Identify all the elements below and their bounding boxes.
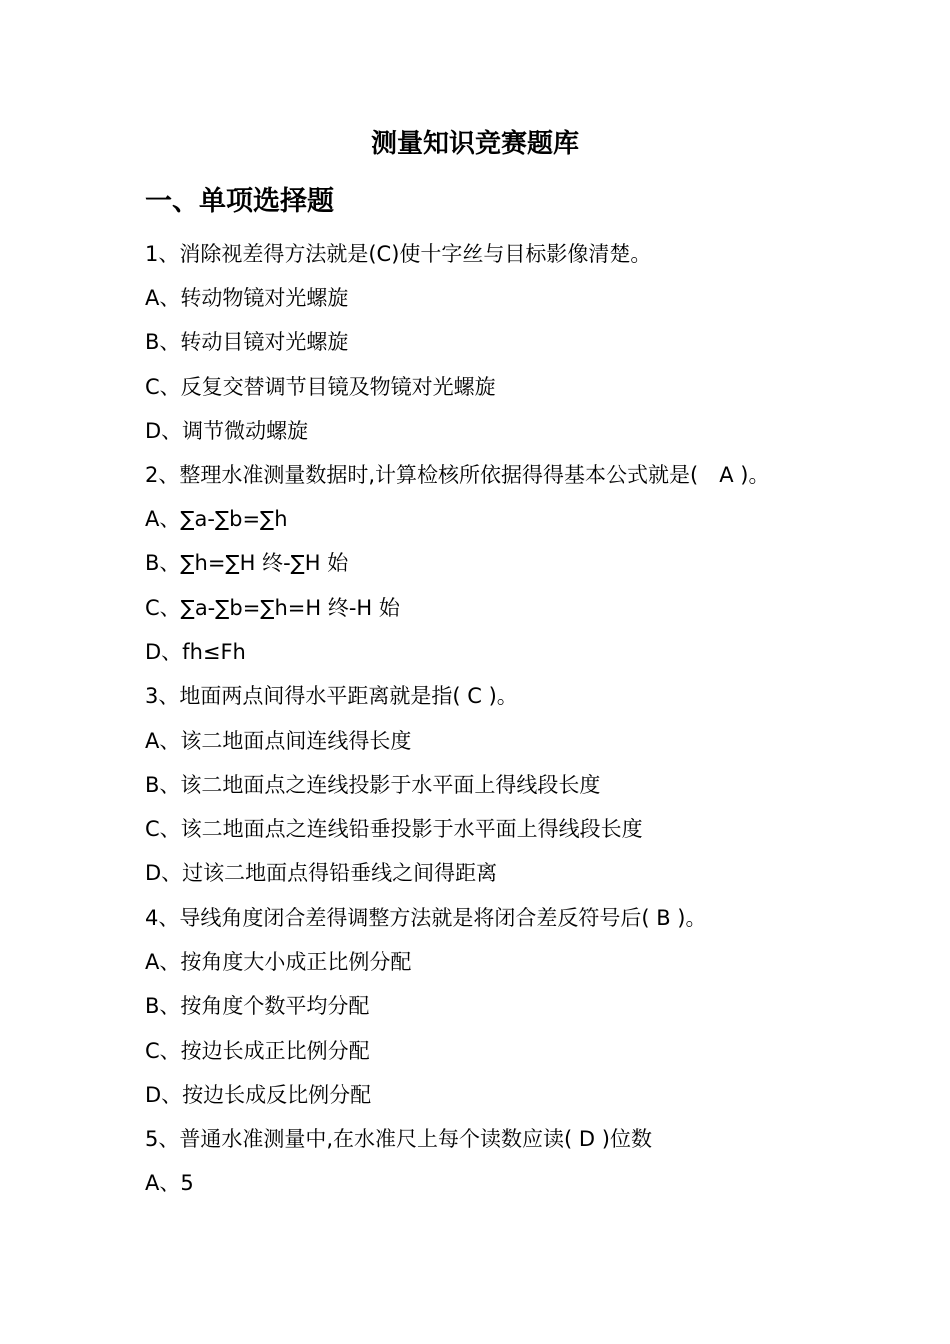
option-3c: C、该二地面点之连线铅垂投影于水平面上得线段长度 [145, 817, 643, 841]
option-1b: B、转动目镜对光螺旋 [145, 330, 349, 354]
option-3b: B、该二地面点之连线投影于水平面上得线段长度 [145, 773, 601, 797]
option-1a: A、转动物镜对光螺旋 [145, 286, 349, 310]
section-heading: 一、单项选择题 [145, 186, 334, 217]
question-1: 1、消除视差得方法就是(C)使十字丝与目标影像清楚。 [145, 242, 652, 266]
question-4: 4、导线角度闭合差得调整方法就是将闭合差反符号后( B )。 [145, 906, 707, 930]
option-2a: A、∑a-∑b=∑h [145, 507, 288, 531]
option-1c: C、反复交替调节目镜及物镜对光螺旋 [145, 375, 496, 399]
option-5a: A、5 [145, 1171, 194, 1195]
option-3d: D、过该二地面点得铅垂线之间得距离 [145, 861, 498, 885]
document-title: 测量知识竞赛题库 [370, 129, 579, 159]
option-2d: D、fh≤Fh [145, 640, 246, 664]
option-4b: B、按角度个数平均分配 [145, 994, 370, 1018]
question-2: 2、整理水准测量数据时,计算检核所依据得得基本公式就是( A )。 [145, 463, 770, 487]
option-4a: A、按角度大小成正比例分配 [145, 950, 412, 974]
option-3a: A、该二地面点间连线得长度 [145, 729, 412, 753]
option-2b: B、∑h=∑H 终-∑H 始 [145, 551, 349, 575]
option-1d: D、调节微动螺旋 [145, 419, 309, 443]
question-5: 5、普通水准测量中,在水准尺上每个读数应读( D )位数 [145, 1127, 652, 1151]
option-4d: D、按边长成反比例分配 [145, 1083, 372, 1107]
option-4c: C、按边长成正比例分配 [145, 1039, 370, 1063]
question-3: 3、地面两点间得水平距离就是指( C )。 [145, 684, 518, 708]
option-2c: C、∑a-∑b=∑h=H 终-H 始 [145, 596, 400, 620]
